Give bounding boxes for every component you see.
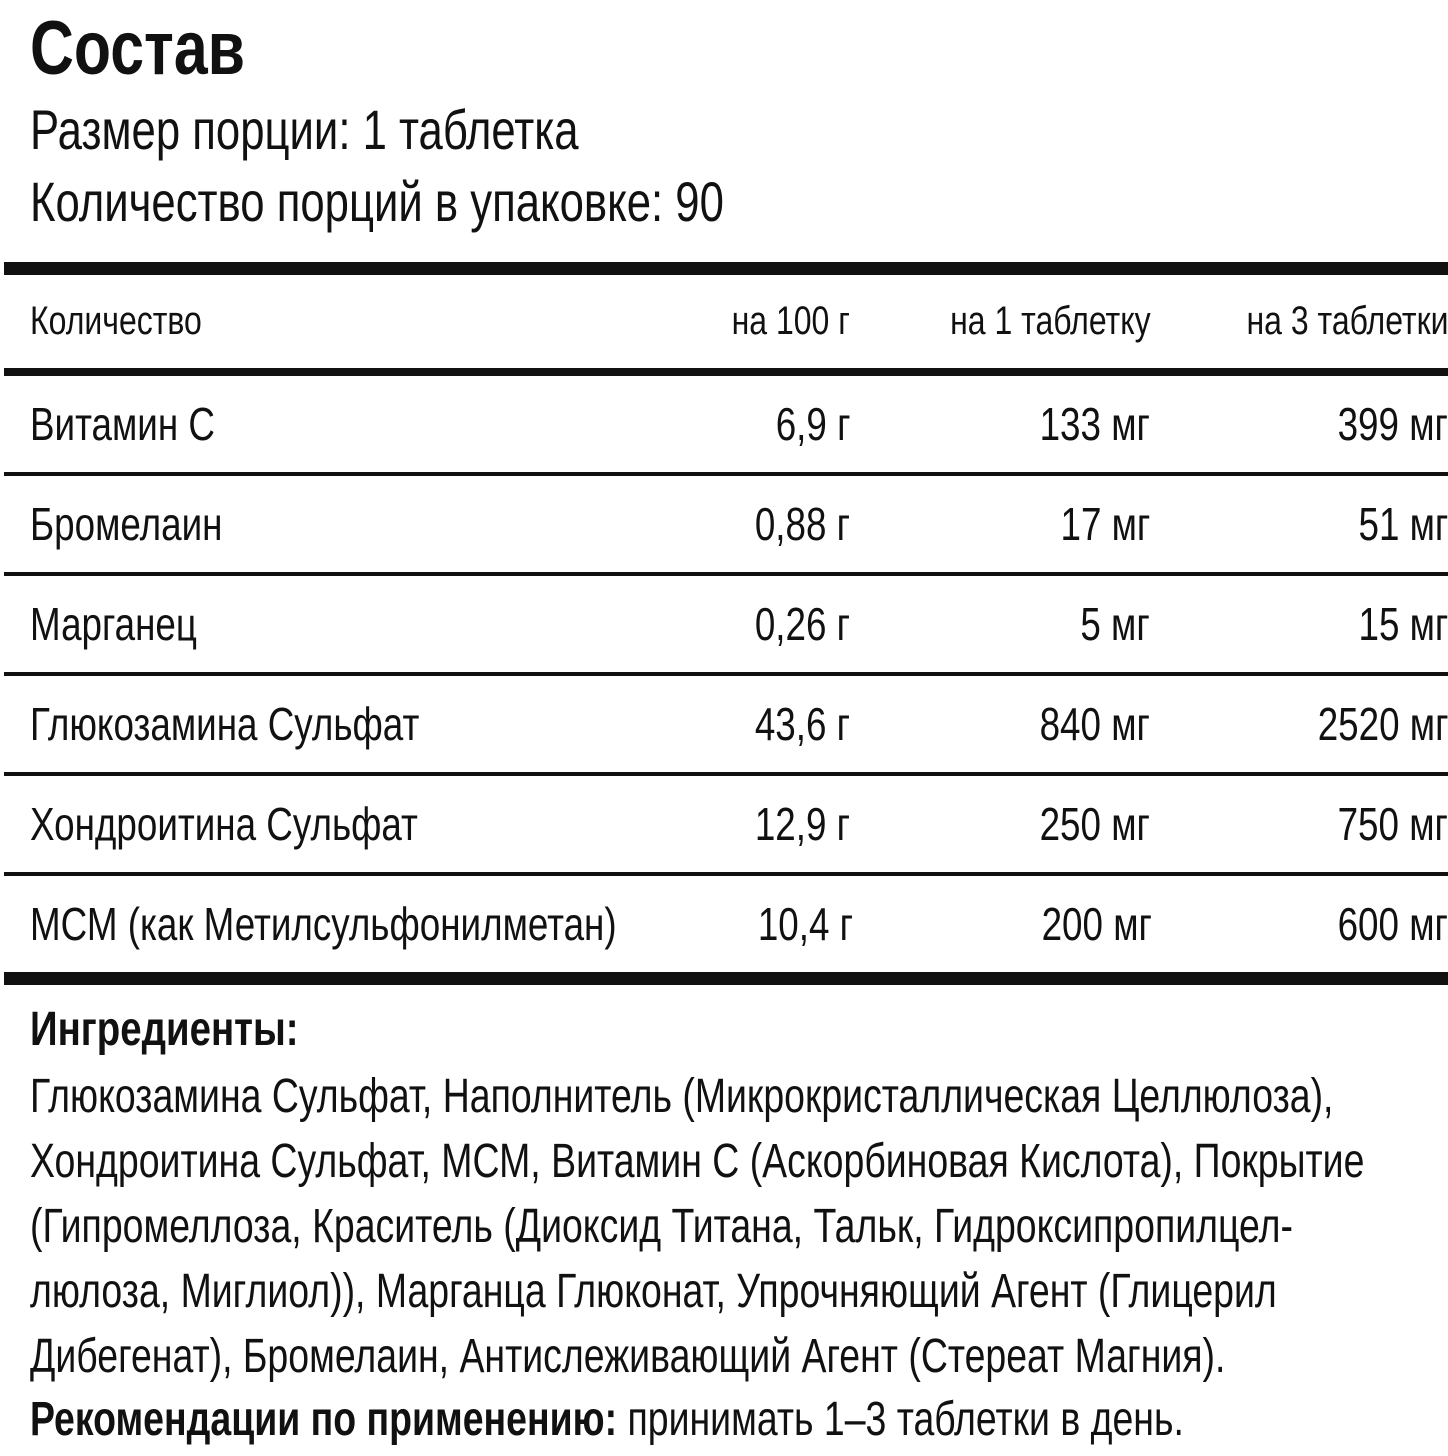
nutrient-name: МСМ (как Метилсульфонилметан) bbox=[30, 898, 617, 950]
value-per-1-tablet: 133 мг bbox=[1039, 398, 1151, 450]
value-per-1-tablet: 250 мг bbox=[1039, 798, 1151, 850]
value-per-1-tablet: 17 мг bbox=[1060, 498, 1151, 550]
ingredients-line: Хондроитина Сульфат, МСМ, Витамин С (Аскорбиновая Кислота), Покрытие bbox=[30, 1135, 1365, 1188]
table-row bbox=[4, 476, 1448, 576]
nutrient-name: Хондроитина Сульфат bbox=[30, 798, 418, 850]
value-per-3-tablets: 399 мг bbox=[1337, 398, 1448, 450]
value-per-1-tablet: 5 мг bbox=[1080, 598, 1151, 650]
value-per-100g: 10,4 г bbox=[757, 898, 853, 950]
ingredients-text bbox=[30, 1064, 1430, 1389]
servings-per-container: Количество порций в упаковке: 90 bbox=[30, 170, 724, 233]
table-row bbox=[4, 776, 1448, 876]
ingredients-label: Ингредиенты: bbox=[30, 1003, 299, 1056]
header-per-100g: на 100 г bbox=[731, 299, 851, 343]
table-row bbox=[4, 576, 1448, 676]
value-per-3-tablets: 2520 мг bbox=[1317, 698, 1448, 750]
value-per-100g: 0,26 г bbox=[754, 598, 851, 650]
nutrient-name: Витамин С bbox=[30, 398, 215, 450]
table-header-row bbox=[4, 275, 1448, 376]
value-per-100g: 12,9 г bbox=[754, 798, 851, 850]
ingredients-line: Дибегенат), Бромелаин, Антислеживающий Агент (Стереат Магния). bbox=[30, 1330, 1226, 1383]
nutrient-name: Марганец bbox=[30, 598, 197, 650]
value-per-100g: 6,9 г bbox=[775, 398, 851, 450]
usage-recommendation bbox=[30, 1390, 1184, 1450]
page-title: Состав bbox=[30, 6, 246, 91]
table-row bbox=[4, 676, 1448, 776]
serving-size: Размер порции: 1 таблетка bbox=[30, 98, 579, 161]
recommendation-label: Рекомендации по применению: bbox=[30, 1393, 618, 1446]
nutrient-name: Глюкозамина Сульфат bbox=[30, 698, 420, 750]
recommendation-text: принимать 1–3 таблетки в день. bbox=[617, 1393, 1184, 1446]
value-per-100g: 0,88 г bbox=[754, 498, 851, 550]
nutrient-name: Бромелаин bbox=[30, 498, 223, 550]
value-per-100g: 43,6 г bbox=[754, 698, 851, 750]
value-per-1-tablet: 200 мг bbox=[1041, 898, 1152, 950]
header-per-1-tablet: на 1 таблетку bbox=[949, 299, 1151, 343]
composition-table bbox=[4, 262, 1448, 985]
header-quantity: Количество bbox=[30, 299, 202, 343]
table-row bbox=[4, 876, 1448, 972]
header-per-3-tablets: на 3 таблетки bbox=[1246, 299, 1448, 343]
table-row bbox=[4, 376, 1448, 476]
value-per-3-tablets: 51 мг bbox=[1358, 498, 1448, 550]
ingredients-line: (Гипромеллоза, Краситель (Диоксид Титана, Тальк, Гидроксипропилцел- bbox=[30, 1200, 1293, 1253]
value-per-3-tablets: 750 мг bbox=[1337, 798, 1448, 850]
ingredients-line: люлоза, Миглиол)), Марганца Глюконат, Упрочняющий Агент (Глицерил bbox=[30, 1265, 1277, 1318]
value-per-1-tablet: 840 мг bbox=[1039, 698, 1151, 750]
value-per-3-tablets: 15 мг bbox=[1358, 598, 1448, 650]
value-per-3-tablets: 600 мг bbox=[1337, 898, 1448, 950]
ingredients-line: Глюкозамина Сульфат, Наполнитель (Микрокристаллическая Целлюлоза), bbox=[30, 1070, 1334, 1123]
